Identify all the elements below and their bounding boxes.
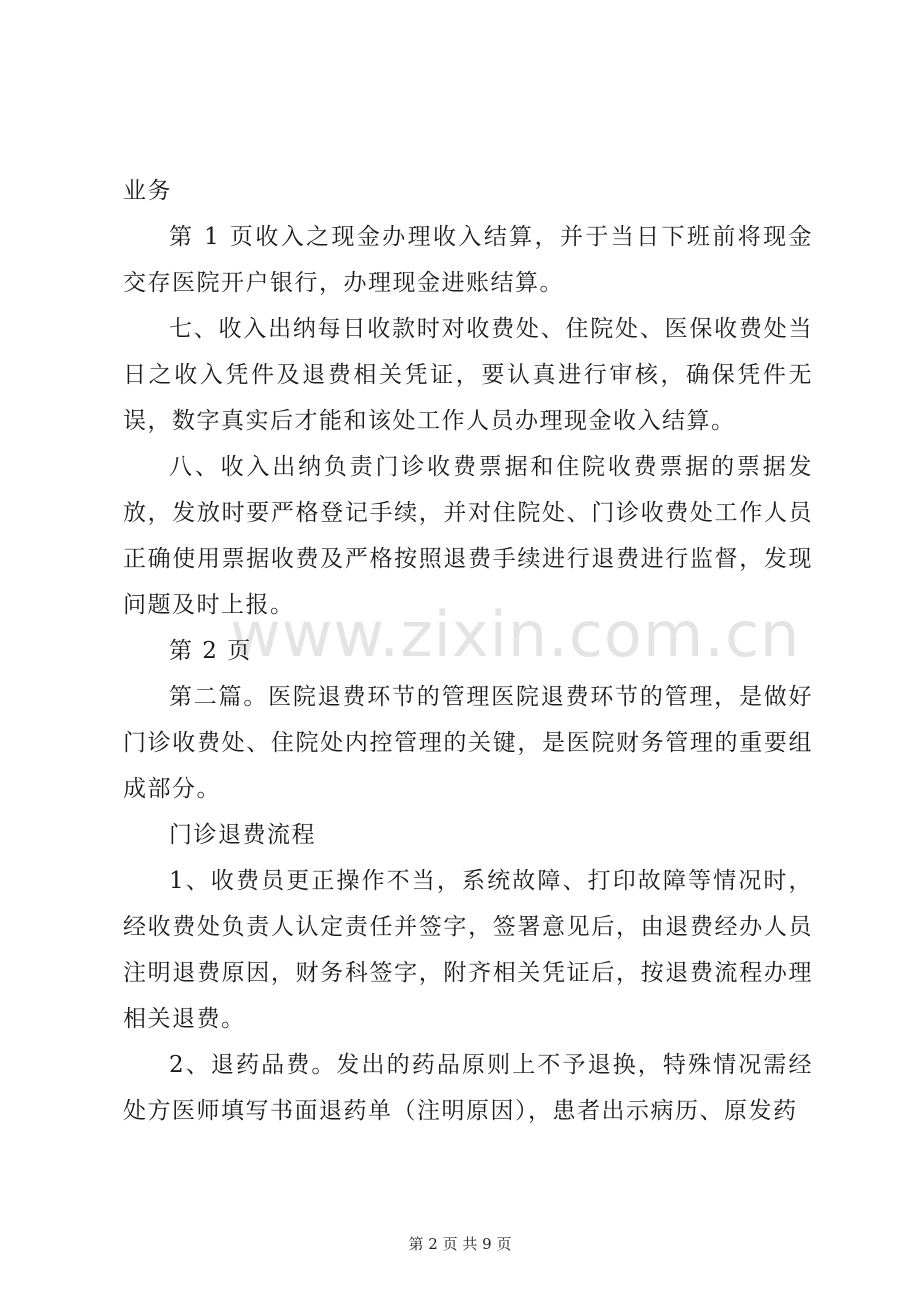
page-footer: 第 2 页 共 9 页	[408, 1235, 512, 1253]
page-marker: 第 2 页	[169, 638, 252, 664]
paragraph: 1、收费员更正操作不当，系统故障、打印故障等情况时，经收费处负责人认定责任并签字，签署意见后，由退费经办人员注明退费原因，财务科签字，附齐相关凭证后，按退费流程办理相关退费。	[123, 868, 813, 1032]
section-heading: 门诊退费流程	[169, 822, 316, 848]
paragraph: 第 1 页收入之现金办理收入结算，并于当日下班前将现金交存医院开户银行，办理现金进账结算。	[123, 224, 813, 296]
paragraph: 第二篇。医院退费环节的管理医院退费环节的管理，是做好门诊收费处、住院处内控管理的关键，是医院财务管理的重要组成部分。	[123, 684, 813, 802]
paragraph: 七、收入出纳每日收款时对收费处、住院处、医保收费处当日之收入凭件及退费相关凭证，要认真进行审核，确保凭件无误，数字真实后才能和该处工作人员办理现金收入结算。	[123, 316, 813, 434]
watermark: www.zixin.com.cn	[230, 598, 801, 671]
paragraph: 2、退药品费。发出的药品原则上不予退换，特殊情况需经处方医师填写书面退药单（注明原因），患者出示病历、原发药	[123, 1052, 813, 1124]
paragraph: 八、收入出纳负责门诊收费票据和住院收费票据的票据发放，发放时要严格登记手续，并对住院处、门诊收费处工作人员正确使用票据收费及严格按照退费手续进行退费进行监督，发现问题及时上报。	[123, 454, 813, 618]
paragraph: 业务	[123, 178, 172, 204]
document-body	[123, 168, 813, 1134]
